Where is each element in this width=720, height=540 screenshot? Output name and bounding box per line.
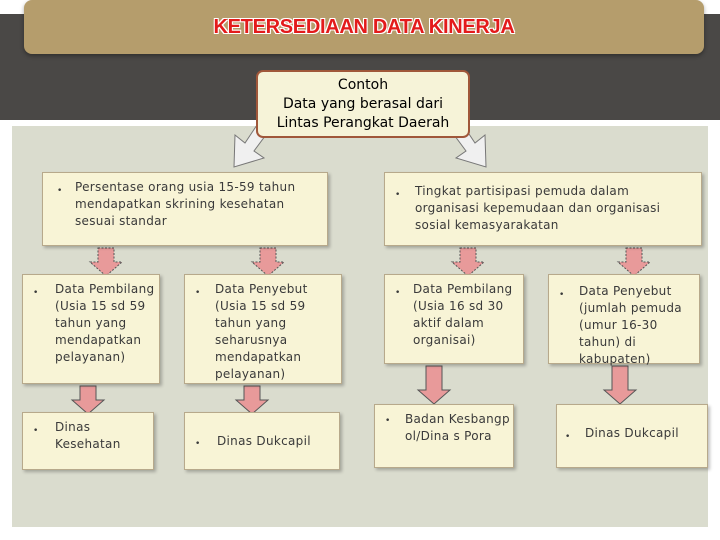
left-numerator-box xyxy=(22,274,160,384)
left-numerator-source-box xyxy=(22,412,154,470)
root-line-3: Lintas Perangkat Daerah xyxy=(276,114,450,131)
arrow-down-right-4 xyxy=(604,366,636,404)
right-indicator-text: Tingkat partisipasi pemuda dalam organisasi kepemudaan dan organisasi sosial kemasyarakatan xyxy=(415,184,661,232)
root-line-2: Data yang berasal dari xyxy=(282,95,444,112)
bullet-icon: • xyxy=(195,288,201,298)
right-denominator-text: Data Penyebut (jumlah pemuda (umur 16-30 tahun) di kabupaten) xyxy=(579,284,682,366)
right-numerator-source-text: Badan Kesbangpol/Dina s Pora xyxy=(405,412,510,443)
arrow-down-left-2 xyxy=(252,248,284,276)
right-numerator-source-box xyxy=(374,404,514,468)
left-denominator-box xyxy=(184,274,342,384)
arrow-down-right-3 xyxy=(418,366,450,404)
left-numerator-source-text: Dinas Kesehatan xyxy=(55,420,121,451)
bullet-icon: • xyxy=(565,432,571,442)
bullet-icon: • xyxy=(395,190,401,200)
arrow-down-left-3 xyxy=(72,386,104,414)
left-indicator-box xyxy=(42,172,328,246)
bullet-icon: • xyxy=(195,439,201,449)
arrow-down-right-1 xyxy=(452,248,484,276)
right-denominator-box xyxy=(548,274,700,364)
bullet-icon: • xyxy=(559,290,565,300)
left-denominator-text: Data Penyebut (Usia 15 sd 59 tahun yang seharusnya mendapatkan pelayanan) xyxy=(215,282,308,381)
left-denominator-source-box xyxy=(184,412,340,470)
right-denominator-source-text: Dinas Dukcapil xyxy=(585,426,679,440)
page-title: KETERSEDIAAN DATA KINERJA xyxy=(213,15,515,38)
arrow-down-left-4 xyxy=(236,386,268,414)
root-node xyxy=(256,70,470,138)
right-denominator-source-box xyxy=(556,404,708,468)
right-numerator-box xyxy=(384,274,524,364)
bullet-icon: • xyxy=(57,186,63,196)
left-denominator-source-text: Dinas Dukcapil xyxy=(217,434,311,448)
bullet-icon: • xyxy=(33,288,39,298)
left-indicator-text: Persentase orang usia 15-59 tahun mendapatkan skrining kesehatan sesuai standar xyxy=(75,180,296,228)
bullet-icon: • xyxy=(395,288,401,298)
bullet-icon: • xyxy=(33,426,39,436)
bullet-icon: • xyxy=(385,416,391,426)
arrow-down-right-2 xyxy=(618,248,650,276)
left-numerator-text: Data Pembilang (Usia 15 sd 59 tahun yang mendapatkan pelayanan) xyxy=(55,282,155,364)
right-indicator-box xyxy=(384,172,702,246)
arrow-down-left-1 xyxy=(90,248,122,276)
right-numerator-text: Data Pembilang (Usia 16 sd 30 aktif dalam organisai) xyxy=(413,282,513,347)
root-line-1: Contoh xyxy=(337,76,389,93)
